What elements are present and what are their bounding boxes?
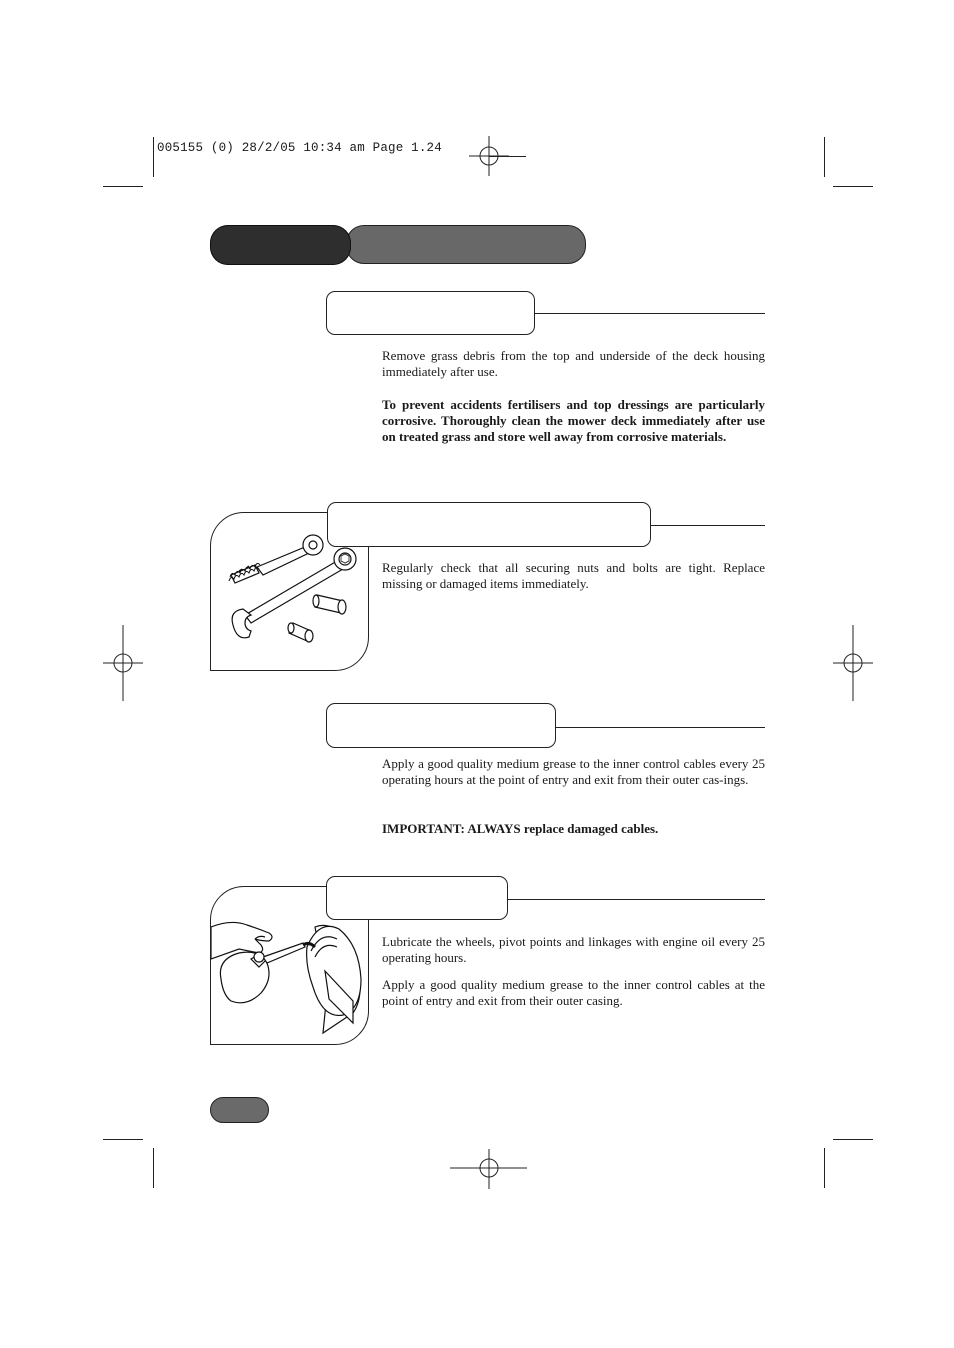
crop-mark <box>103 1139 143 1140</box>
page-number-tab <box>210 1097 269 1123</box>
crop-mark <box>833 186 873 187</box>
section-rule <box>507 899 765 900</box>
registration-mark-icon <box>450 1149 527 1189</box>
crop-mark <box>833 1139 873 1140</box>
registration-mark-icon <box>833 625 873 701</box>
body-paragraph: Lubricate the wheels, pivot points and linkages with engine oil every 25 operating hours. <box>382 934 765 966</box>
chapter-title-tab <box>346 225 586 264</box>
warning-paragraph: To prevent accidents fertilisers and top dressings are particularly corrosive. Thoroughly clean the mower deck immediately after use on treated grass and store well away from corrosive materials. <box>382 397 765 445</box>
crop-mark <box>824 1148 825 1188</box>
body-paragraph: Apply a good quality medium grease to the inner control cables every 25 operating hours at the point of entry and exit from their outer cas-ings. <box>382 756 765 788</box>
body-paragraph: Remove grass debris from the top and underside of the deck housing immediately after use. <box>382 348 765 380</box>
registration-mark-icon <box>103 625 143 701</box>
body-paragraph: Regularly check that all securing nuts and bolts are tight. Replace missing or damaged items immediately. <box>382 560 765 592</box>
section-heading-box <box>326 291 535 335</box>
registration-line <box>489 156 526 157</box>
section-heading-box <box>326 703 556 748</box>
body-paragraph: Apply a good quality medium grease to the inner control cables at the point of entry and exit from their outer casing. <box>382 977 765 1009</box>
crop-mark <box>103 186 143 187</box>
section-rule <box>555 727 765 728</box>
crop-mark <box>153 1148 154 1188</box>
printer-slug: 005155 (0) 28/2/05 10:34 am Page 1.24 <box>157 141 442 155</box>
section-rule <box>534 313 765 314</box>
section-rule <box>650 525 765 526</box>
section-heading-box <box>326 876 508 920</box>
crop-mark <box>153 137 154 177</box>
section-heading-box <box>327 502 651 547</box>
chapter-tab <box>210 225 351 265</box>
crop-mark <box>824 137 825 177</box>
important-note: IMPORTANT: ALWAYS replace damaged cables. <box>382 821 659 836</box>
